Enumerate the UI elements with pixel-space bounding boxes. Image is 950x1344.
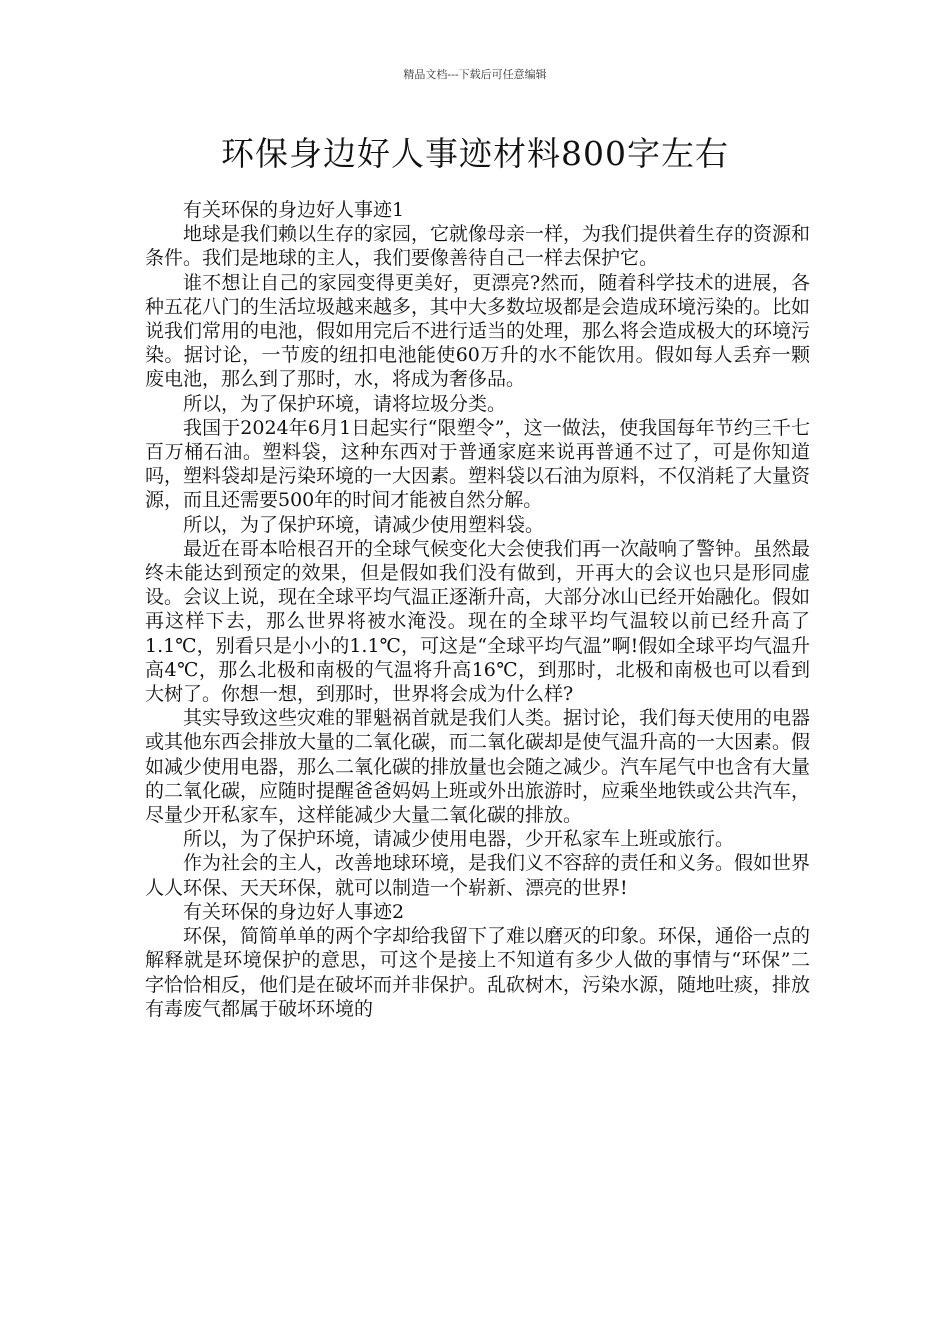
paragraph: 地球是我们赖以生存的家园，它就像母亲一样，为我们提供着生存的资源和条件。我们是地球的主人，我们要像善待自己一样去保护它。 [145,223,811,270]
paragraph: 所以，为了保护环境，请减少使用塑料袋。 [183,513,545,536]
paragraph: 环保，简简单单的两个字却给我留下了难以磨灭的印象。环保，通俗一点的解释就是环境保护的意思，可这个是接上不知道有多少人做的事情与“环保”二字恰恰相反，他们是在破坏而并非保护。乱砍树木，污染水源，随地吐痰，排放有毒废气都属于破坏环境的 [145,925,811,1020]
document-title: 环保身边好人事迹材料800字左右 [221,134,729,173]
paragraph: 谁不想让自己的家园变得更美好，更漂亮?然而，随着科学技术的进展，各种五花八门的生活垃圾越来越多，其中大多数垃圾都是会造成环境污染的。比如说我们常用的电池，假如用完后不进行适当的处理，那么将会造成极大的环境污染。据讨论，一节废的纽扣电池能使60万升的水不能饮用。假如每人丢弃一颗废电池，那么到了那时，水，将成为奢侈品。 [145,271,811,391]
section-heading-2: 有关环保的身边好人事迹2 [183,900,405,923]
paragraph: 我国于2024年6月1日起实行“限塑令”，这一做法，使我国每年节约三千七百万桶石油。塑料袋，这种东西对于普通家庭来说再普通不过了，可是你知道吗，塑料袋却是污染环境的一大因素。塑料袋以石油为原料，不仅消耗了大量资源，而且还需要500年的时间才能被自然分解。 [145,416,811,512]
section-heading-1: 有关环保的身边好人事迹1 [183,199,405,221]
paragraph: 所以，为了保护环境，请减少使用电器，少开私家车上班或旅行。 [183,828,735,851]
paragraph: 其实导致这些灾难的罪魁祸首就是我们人类。据讨论，我们每天使用的电器或其他东西会排放大量的二氧化碳，而二氧化碳却是使气温升高的一大因素。假如减少使用电器，那么二氧化碳的排放量也会随之减少。汽车尾气中也含有大量的二氧化碳，应随时提醒爸爸妈妈上班或外出旅游时，应乘坐地铁或公共汽车，尽量少开私家车，这样能减少大量二氧化碳的排放。 [145,707,811,827]
document-body [145,198,810,1021]
paragraph: 最近在哥本哈根召开的全球气候变化大会使我们再一次敲响了警钟。虽然最终未能达到预定的效果，但是假如我们没有做到，开再大的会议也只是形同虚设。会议上说，现在全球平均气温正逐渐升高，大部分冰山已经开始融化。假如再这样下去，那么世界将被水淹没。现在的全球平均气温较以前已经升高了1.1℃，别看只是小小的1.1℃，可这是“全球平均气温”啊!假如全球平均气温升高4℃，那么北极和南极的气温将升高16℃，到那时，北极和南极也可以看到大树了。你想一想，到那时，世界将会成为什么样? [145,537,811,706]
page-header-note: 精品文档---下载后可任意编辑 [403,68,547,81]
paragraph: 所以，为了保护环境，请将垃圾分类。 [183,392,507,415]
paragraph: 作为社会的主人，改善地球环境，是我们义不容辞的责任和义务。假如世界人人环保、天天环保，就可以制造一个崭新、漂亮的世界! [145,852,811,899]
